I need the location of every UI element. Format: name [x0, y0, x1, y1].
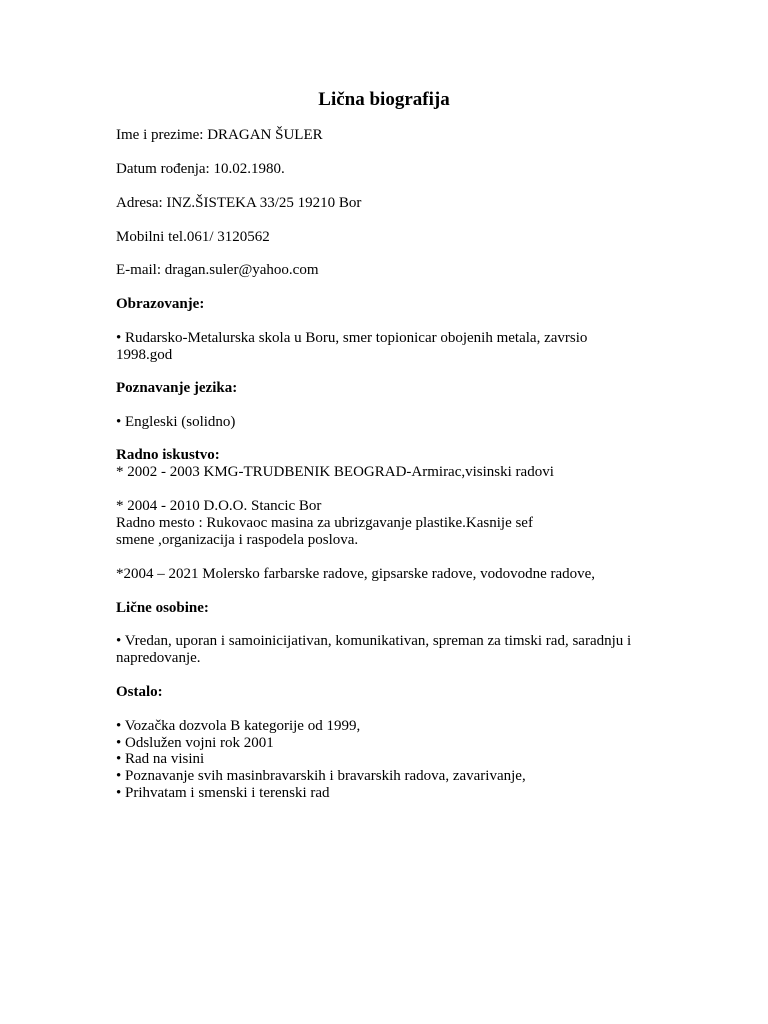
languages-heading: Poznavanje jezika: — [116, 380, 238, 396]
language-item: • Engleski (solidno) — [116, 414, 236, 430]
email: E-mail: dragan.suler@yahoo.com — [116, 262, 319, 278]
experience-item-detail: Radno mesto : Rukovaoc masina za ubrizgavanje plastike.Kasnije sef — [116, 515, 533, 531]
education-item-line2: 1998.god — [116, 347, 173, 363]
page-title: Lična biografija — [318, 89, 450, 110]
mobile-phone: Mobilni tel.061/ 3120562 — [116, 229, 270, 245]
other-item: • Rad na visini — [116, 751, 205, 767]
traits-item-line2: napredovanje. — [116, 650, 201, 666]
other-item: • Poznavanje svih masinbravarskih i bravarskih radova, zavarivanje, — [116, 768, 526, 784]
experience-item: * 2002 - 2003 KMG-TRUDBENIK BEOGRAD-Armirac,visinski radovi — [116, 464, 554, 480]
education-heading: Obrazovanje: — [116, 296, 205, 312]
traits-heading: Lične osobine: — [116, 600, 209, 616]
traits-item-line1: • Vredan, uporan i samoinicijativan, komunikativan, spreman za timski rad, saradnju i — [116, 633, 632, 649]
full-name: Ime i prezime: DRAGAN ŠULER — [116, 127, 323, 143]
other-heading: Ostalo: — [116, 684, 163, 700]
address: Adresa: INZ.ŠISTEKA 33/25 19210 Bor — [116, 195, 362, 211]
education-item-line1: • Rudarsko-Metalurska skola u Boru, smer topionicar obojenih metala, zavrsio — [116, 330, 588, 346]
other-item: • Vozačka dozvola B kategorije od 1999, — [116, 718, 361, 734]
experience-item: *2004 – 2021 Molersko farbarske radove, gipsarske radove, vodovodne radove, — [116, 566, 596, 582]
other-item: • Prihvatam i smenski i terenski rad — [116, 785, 330, 801]
birth-date: Datum rođenja: 10.02.1980. — [116, 161, 285, 177]
experience-heading: Radno iskustvo: — [116, 447, 220, 463]
other-item: • Odslužen vojni rok 2001 — [116, 735, 274, 751]
experience-item-detail: smene ,organizacija i raspodela poslova. — [116, 532, 359, 548]
experience-item: * 2004 - 2010 D.O.O. Stancic Bor — [116, 498, 322, 514]
